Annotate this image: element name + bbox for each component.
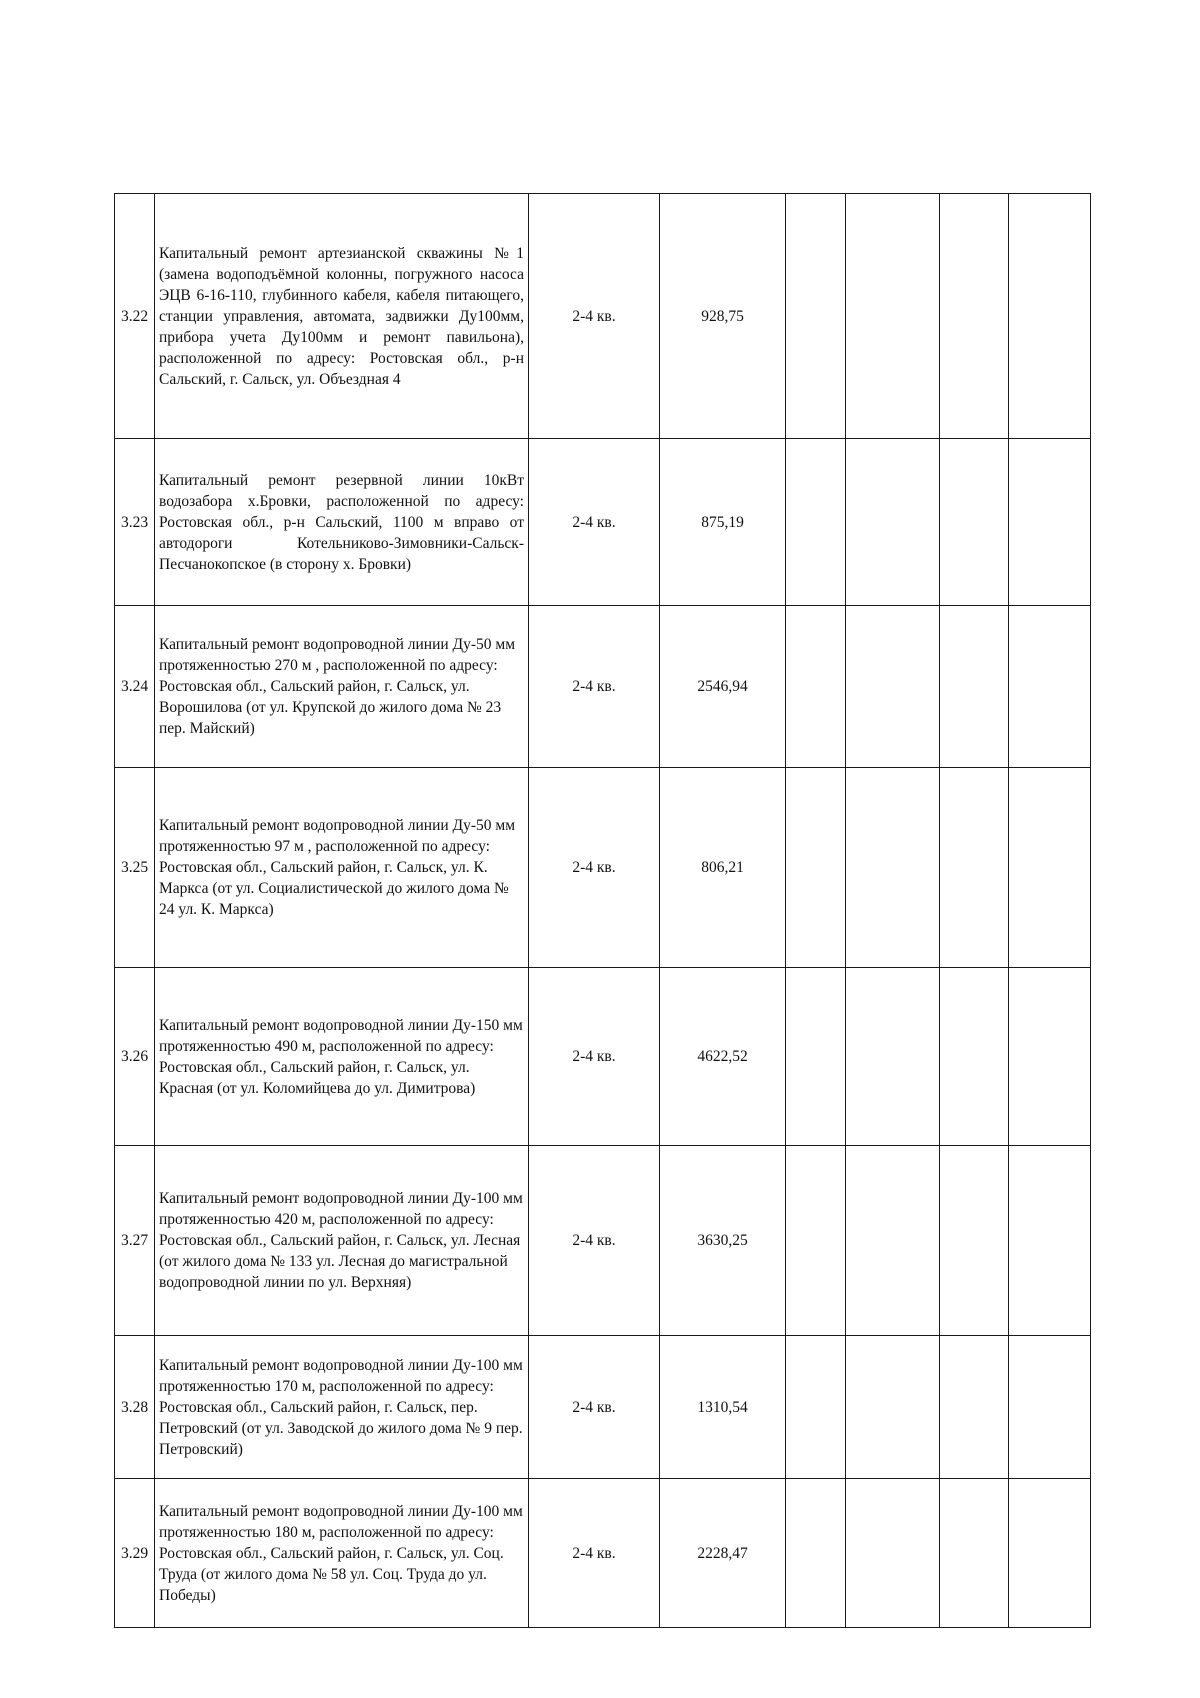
empty-cell [940,1336,1009,1479]
empty-cell [846,1336,940,1479]
empty-cell [786,1146,846,1336]
row-number: 3.23 [115,439,155,606]
empty-cell [1009,1479,1091,1628]
work-period: 2-4 кв. [529,194,660,439]
empty-cell [846,439,940,606]
table-row [115,1146,1091,1336]
empty-cell [940,768,1009,968]
empty-cell [786,768,846,968]
work-period: 2-4 кв. [529,768,660,968]
work-amount: 875,19 [660,439,786,606]
work-amount: 928,75 [660,194,786,439]
empty-cell [786,1479,846,1628]
table-row [115,1479,1091,1628]
table-row [115,606,1091,768]
empty-cell [786,439,846,606]
empty-cell [1009,968,1091,1146]
work-period: 2-4 кв. [529,1479,660,1628]
work-description: Капитальный ремонт водопроводной линии Ду-100 мм протяженностью 180 м, расположенной по адресу: Ростовская обл., Сальский район, г. Сальск, ул. Соц. Труда (от жилого дома № 58 ул. Соц. Труда до ул. Победы) [155,1479,529,1628]
work-amount: 806,21 [660,768,786,968]
empty-cell [940,1146,1009,1336]
work-description: Капитальный ремонт водопроводной линии Ду-50 мм протяженностью 270 м , расположенной по адресу: Ростовская обл., Сальский район, г. Сальск, ул. Ворошилова (от ул. Крупской до жилого дома № 23 пер. Майский) [155,606,529,768]
empty-cell [940,194,1009,439]
empty-cell [1009,606,1091,768]
empty-cell [846,194,940,439]
empty-cell [786,968,846,1146]
empty-cell [1009,768,1091,968]
empty-cell [1009,439,1091,606]
work-description: Капитальный ремонт водопроводной линии Ду-100 мм протяженностью 170 м, расположенной по адресу: Ростовская обл., Сальский район, г. Сальск, пер. Петровский (от ул. Заводской до жилого дома № 9 пер. Петровский) [155,1336,529,1479]
empty-cell [940,606,1009,768]
empty-cell [1009,1146,1091,1336]
empty-cell [940,968,1009,1146]
work-period: 2-4 кв. [529,606,660,768]
work-period: 2-4 кв. [529,439,660,606]
row-number: 3.28 [115,1336,155,1479]
work-description: Капитальный ремонт водопроводной линии Ду-100 мм протяженностью 420 м, расположенной по адресу: Ростовская обл., Сальский район, г. Сальск, ул. Лесная (от жилого дома № 133 ул. Лесная до магистральной водопроводной линии по ул. Верхняя) [155,1146,529,1336]
empty-cell [786,194,846,439]
empty-cell [786,606,846,768]
work-description: Капитальный ремонт артезианской скважины №1 (замена водоподъёмной колонны, погружного насоса ЭЦВ 6-16-110, глубинного кабеля, кабеля питающего, станции управления, автомата, задвижки Ду100мм, прибора учета Ду100мм и ремонт павильона), расположенной по адресу: Ростовская обл., р-н Сальский, г. Сальск, ул. Объездная 4 [155,194,529,439]
row-number: 3.25 [115,768,155,968]
work-period: 2-4 кв. [529,968,660,1146]
empty-cell [846,1146,940,1336]
work-amount: 1310,54 [660,1336,786,1479]
empty-cell [846,606,940,768]
row-number: 3.29 [115,1479,155,1628]
empty-cell [846,768,940,968]
row-number: 3.27 [115,1146,155,1336]
row-number: 3.26 [115,968,155,1146]
work-amount: 2228,47 [660,1479,786,1628]
table-row [115,439,1091,606]
table-row [115,194,1091,439]
work-amount: 2546,94 [660,606,786,768]
work-amount: 3630,25 [660,1146,786,1336]
empty-cell [940,1479,1009,1628]
work-period: 2-4 кв. [529,1336,660,1479]
row-number: 3.24 [115,606,155,768]
empty-cell [1009,1336,1091,1479]
empty-cell [940,439,1009,606]
row-number: 3.22 [115,194,155,439]
empty-cell [786,1336,846,1479]
works-table [114,193,1091,1628]
table-row [115,968,1091,1146]
work-description: Капитальный ремонт резервной линии 10кВт водозабора х.Бровки, расположенной по адресу: Ростовская обл., р-н Сальский, 1100 м вправо от автодороги Котельниково-Зимовники-Сальск-Песчанокопское (в сторону х. Бровки) [155,439,529,606]
table-row [115,1336,1091,1479]
work-amount: 4622,52 [660,968,786,1146]
empty-cell [846,1479,940,1628]
empty-cell [846,968,940,1146]
work-description: Капитальный ремонт водопроводной линии Ду-50 мм протяженностью 97 м , расположенной по адресу: Ростовская обл., Сальский район, г. Сальск, ул. К. Маркса (от ул. Социалистической до жилого дома № 24 ул. К. Маркса) [155,768,529,968]
table-row [115,768,1091,968]
work-description: Капитальный ремонт водопроводной линии Ду-150 мм протяженностью 490 м, расположенной по адресу: Ростовская обл., Сальский район, г. Сальск, ул. Красная (от ул. Коломийцева до ул. Димитрова) [155,968,529,1146]
work-period: 2-4 кв. [529,1146,660,1336]
empty-cell [1009,194,1091,439]
